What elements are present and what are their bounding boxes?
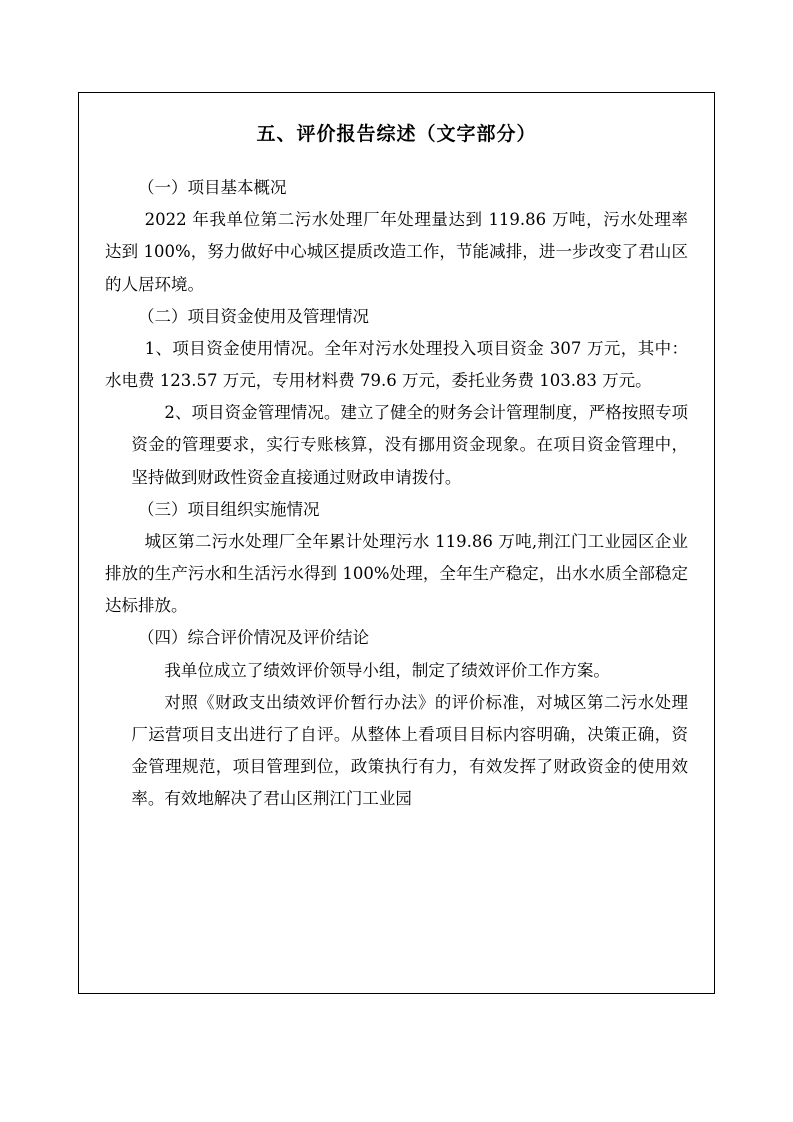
page-title: 五、评价报告综述（文字部分） [256,123,537,145]
section-heading-3: （三）项目组织实施情况 [138,499,320,519]
section-heading-4: （四）综合评价情况及评价结论 [138,628,369,648]
section-heading-1: （一）项目基本概况 [138,178,287,197]
section-3-paragraph-1: 城区第二污水处理厂全年累计处理污水 119.86 万吨,荆江门工业园区企业排放的生产污水和生活污水得到 100%处理，全年生产稳定，出水水质全部稳定达标排放。 [105,531,688,616]
section-2-paragraph-2: 2、项目资金管理情况。建立了健全的财务会计管理制度，严格按照专项资金的管理要求，实行专账核算，没有挪用资金现象。在项目资金管理中，坚持做到财政性资金直接通过财政申请拨付。 [131,403,688,487]
section-4-paragraph-2: 对照《财政支出绩效评价暂行办法》的评价标准，对城区第二污水处理厂运营项目支出进行了自评。从整体上看项目目标内容明确，决策正确，资金管理规范，项目管理到位，政策执行有力，有效发挥了财政资金的使用效率。有效地解决了君山区荆江门工业园 [131,692,688,809]
section-2-paragraph-1: 1、项目资金使用情况。全年对污水处理投入项目资金 307 万元，其中：水电费 123.57 万元，专用材料费 79.6 万元，委托业务费 103.83 万元。 [105,338,688,391]
section-4-paragraph-1: 我单位成立了绩效评价领导小组，制定了绩效评价工作方案。 [164,660,610,680]
section-1-paragraph-1: 2022 年我单位第二污水处理厂年处理量达到 119.86 万吨，污水处理率达到 100%，努力做好中心城区提质改造工作，节能减排，进一步改变了君山区的人居环境。 [105,210,688,294]
section-heading-2: （二）项目资金使用及管理情况 [138,306,369,326]
document-frame [78,92,715,994]
